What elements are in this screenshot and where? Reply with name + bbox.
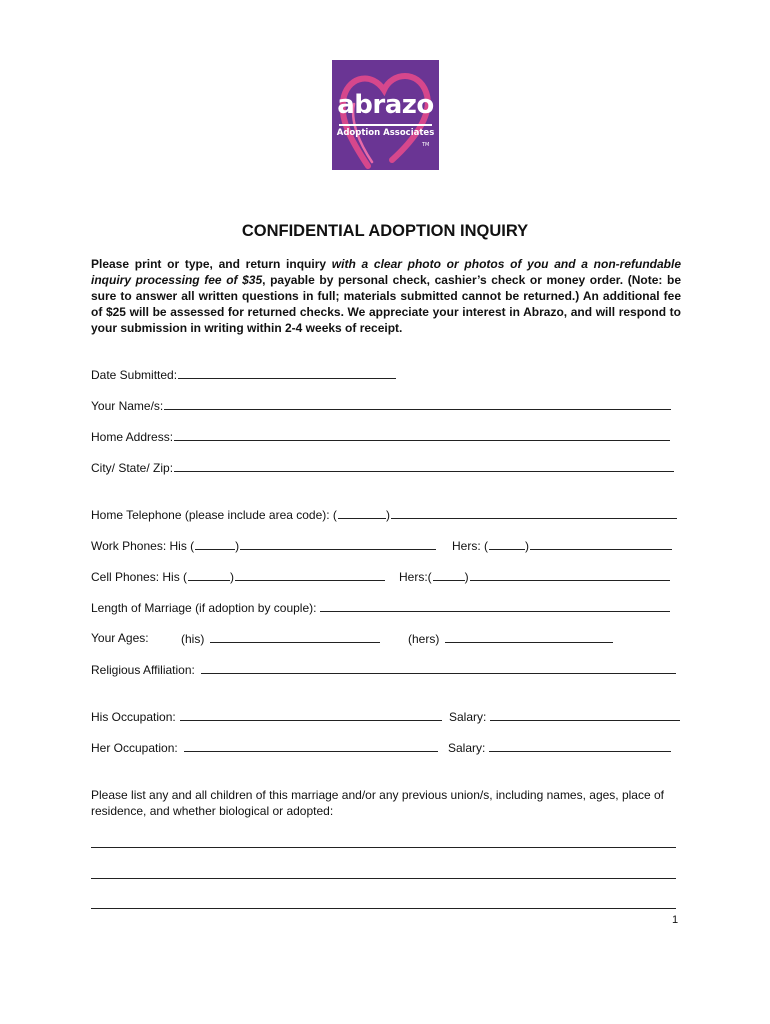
intro-text-italic: with a clear photo or photos of you and a non-refundable inquiry processing fee of $35 [91,257,682,287]
cell-his-number-field[interactable] [235,569,385,581]
cell-hers-label: Hers:( [399,570,432,584]
ages-his-field[interactable] [210,631,380,643]
intro-text-2: , payable by personal check, cashier’s check or money order. (Note: be sure to answer all written questions in full; materials submitted cannot be returned.) An additional fee of $25 will be assessed for returned checks. We appreciate your interest in Abrazo, and will respond to your submission in writing within 2-4 weeks of receipt. [91,273,681,335]
date-submitted-label: Date Submitted: [91,368,178,382]
her-salary-row [448,740,671,755]
work-his-number-field[interactable] [240,538,436,550]
ages-hers-label: (hers) [408,632,440,646]
ages-label: Your Ages: [91,631,149,645]
home-address-field[interactable] [174,429,670,441]
cell-hers-area-code-field[interactable] [433,569,465,581]
work-hers-number-field[interactable] [530,538,672,550]
abrazo-logo [332,60,439,170]
intro-paragraph [91,256,681,336]
work-hers-area-code-field[interactable] [489,538,525,550]
logo-trademark: TM [422,142,430,148]
religion-label: Religious Affiliation: [91,663,195,677]
page-number: 1 [672,914,679,926]
names-label: Your Name/s: [91,399,164,413]
work-hers-row: Hers: ( ) [452,538,672,553]
religion-row [91,662,676,677]
children-prompt: Please list any and all children of this marriage and/or any previous union/s, including names, ages, place of residence, and whether biological or adopted: [91,788,664,818]
names-field[interactable] [164,398,671,410]
her-occupation-field[interactable] [184,740,438,752]
religion-field[interactable] [201,662,676,674]
home-phone-area-code-field[interactable] [338,507,386,519]
his-occupation-label: His Occupation: [91,710,176,724]
his-occupation-row [91,709,442,724]
home-phone-number-field[interactable] [391,507,677,519]
work-hers-label: Hers: ( [452,539,488,553]
ages-hers-field[interactable] [445,631,613,643]
ages-hers-row [408,631,613,646]
marriage-length-row [91,600,670,615]
her-salary-field[interactable] [489,740,671,752]
his-occupation-field[interactable] [180,709,442,721]
home-phone-label: Home Telephone (please include area code): ( [91,508,337,522]
city-state-zip-label: City/ State/ Zip: [91,461,174,475]
logo-subtitle: Adoption Associates [336,128,435,138]
cell-hers-number-field[interactable] [470,569,670,581]
his-salary-label: Salary: [449,710,487,724]
document-title: CONFIDENTIAL ADOPTION INQUIRY [241,222,529,240]
marriage-length-label: Length of Marriage (if adoption by couple): [91,601,317,615]
logo-divider [339,124,432,126]
home-address-label: Home Address: [91,430,174,444]
cell-his-area-code-field[interactable] [188,569,230,581]
cell-phones-label: Cell Phones: His ( [91,570,188,584]
logo-wordmark: abrazo [337,90,434,120]
work-phones-label: Work Phones: His ( [91,539,195,553]
children-line-2[interactable] [91,877,676,879]
children-line-3[interactable] [91,907,676,909]
her-occupation-label: Her Occupation: [91,741,178,755]
marriage-length-field[interactable] [320,600,670,612]
date-submitted-field[interactable] [178,367,396,379]
cell-phones-row: Cell Phones: His ( ) [91,569,385,584]
her-occupation-row [91,740,438,755]
date-submitted-row [91,367,396,382]
city-state-zip-row [91,460,674,475]
home-address-row [91,429,670,444]
names-row [91,398,671,413]
city-state-zip-field[interactable] [174,460,674,472]
intro-text-1: Please print or type, and return inquiry [91,257,332,271]
his-salary-field[interactable] [490,709,680,721]
ages-row [91,631,149,645]
work-phones-row: Work Phones: His ( ) [91,538,436,553]
ages-his-label: (his) [181,632,205,646]
home-phone-row: Home Telephone (please include area code): ( ) [91,507,677,522]
ages-his-row [181,631,380,646]
work-his-area-code-field[interactable] [195,538,235,550]
cell-hers-row: Hers:( ) [399,569,670,584]
children-line-1[interactable] [91,846,676,848]
his-salary-row [449,709,680,724]
her-salary-label: Salary: [448,741,486,755]
